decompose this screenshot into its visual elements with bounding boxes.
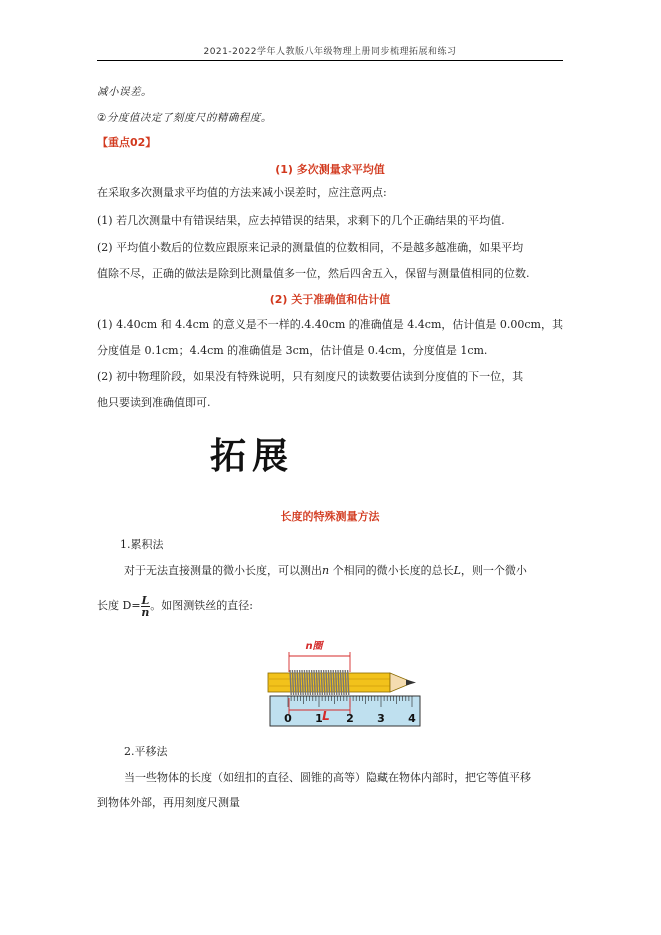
extension-title: 拓展 [210,435,295,477]
subheading-average: (1) 多次测量求平均值 [275,163,385,176]
text-line: ②分度值决定了刻度尺的精确程度。 [97,112,272,124]
method-2-title: 2.平移法 [124,745,168,758]
paragraph-line [97,594,253,618]
tick-label: 4 [408,712,416,725]
var-n: n [322,564,330,577]
text-segment: 长度 D= [97,599,141,612]
text-segment: ，则一个微小 [460,564,527,577]
fraction [141,595,151,618]
tick-label: 1 [315,712,323,725]
paragraph-line: (2) 平均值小数后的位数应跟原来记录的测量值的位数相同，不是越多越准确，如果平均 [97,241,524,254]
pencil-lead [406,680,416,686]
tick-label: 2 [346,712,354,725]
paragraph-line: (2) 初中物理阶段，如果没有特殊说明，只有刻度尺的读数要估读到分度值的下一位，其 [97,370,524,383]
text-line: 减小误差。 [97,86,152,98]
paragraph-line: 到物体外部，再用刻度尺测量 [97,796,240,809]
paragraph-line: 值除不尽，正确的做法是除到比测量值多一位，然后四舍五入，保留与测量值相同的位数. [97,267,530,280]
fraction-denominator: n [141,605,150,619]
fraction-numerator: L [141,593,150,607]
text-segment: 个相同的微小长度的总长 [329,564,454,577]
tick-label: 3 [377,712,385,725]
text-segment: 对于无法直接测量的微小长度，可以测出 [124,564,322,577]
header-rule [97,60,563,61]
coil-count-label: n圈 [305,641,323,652]
wire-diameter-figure [266,636,424,728]
paragraph-line: 在采取多次测量求平均值的方法来减小误差时，应注意两点: [97,186,387,199]
section-title: 长度的特殊测量方法 [280,510,380,523]
paragraph-line [124,563,527,579]
method-1-title: 1.累积法 [120,538,164,551]
paragraph-line: 分度值是 0.1cm；4.4cm 的准确值是 3cm，估计值是 0.4cm，分度值是 1cm. [97,344,488,357]
ruler [270,696,420,726]
length-label: L [322,709,330,723]
key-point-label: 【重点02】 [97,136,157,149]
var-L: L [453,564,461,577]
tick-label: 0 [284,712,292,725]
paragraph-line: 他只要读到准确值即可. [97,396,211,409]
paragraph-line: (1) 若几次测量中有错误结果，应去掉错误的结果，求剩下的几个正确结果的平均值. [97,214,505,227]
page-header: 2021-2022学年人教版八年级物理上册同步梳理拓展和练习 [203,47,457,57]
subheading-accurate: (2) 关于准确值和估计值 [269,293,391,306]
paragraph-line: 当一些物体的长度（如纽扣的直径、圆锥的高等）隐藏在物体内部时，把它等值平移 [124,771,531,784]
text-segment: 。如图测铁丝的直径: [150,599,253,612]
paragraph-line: (1) 4.40cm 和 4.4cm 的意义是不一样的.4.40cm 的准确值是 4.4cm，估计值是 0.00cm，其 [97,318,563,331]
